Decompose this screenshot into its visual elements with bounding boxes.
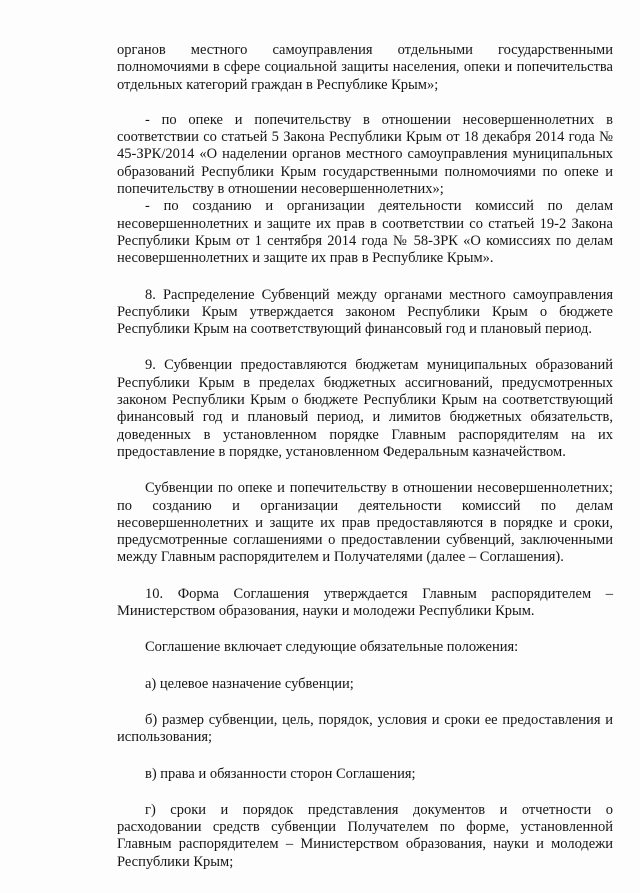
list-item-g: г) сроки и порядок представления документов и отчетности о расходовании средств субвенции Получателем по форме, установленной Главным распорядителем – Министерством образования, науки и молодежи Республики Крым;: [117, 801, 613, 870]
list-item-b: б) размер субвенции, цель, порядок, условия и сроки ее предоставления и использования;: [117, 711, 613, 746]
paragraph-clause-10: 10. Форма Соглашения утверждается Главным распорядителем – Министерством образования, науки и молодежи Республики Крым.: [117, 585, 613, 620]
paragraph-clause-9: 9. Субвенции предоставляются бюджетам муниципальных образований Республики Крым в пределах бюджетных ассигнований, предусмотренных законом Республики Крым о бюджете Республики Крым на соответствующий финансовый год и плановый период, и лимитов бюджетных обязательств, доведенных в установленном порядке Главным распорядителям на их предоставление в порядке, установленном Федеральным казначейством.: [117, 357, 613, 460]
list-item-v: в) права и обязанности сторон Соглашения;: [145, 765, 416, 782]
document-body: [117, 42, 613, 871]
paragraph-agreement-intro: Соглашение включает следующие обязательные положения:: [145, 639, 519, 656]
paragraph-commissions-item: - по созданию и организации деятельности комиссий по делам несовершеннолетних и защите их прав в соответствии со статьей 19-2 Закона Республики Крым от 1 сентября 2014 года № 58-ЗРК «О комиссиях по делам несовершеннолетних и защите их прав в Республике Крым».: [117, 198, 613, 267]
paragraph-subventions-terms: Субвенции по опеке и попечительству в отношении несовершеннолетних; по созданию и организации деятельности комиссий по делам несовершеннолетних и защите их прав предоставляются в порядке и сроки, предусмотренные соглашениями о предоставлении субвенций, заключенными между Главным распорядителем и Получателями (далее – Соглашения).: [117, 480, 613, 566]
list-item-a: а) целевое назначение субвенции;: [145, 675, 354, 692]
paragraph-clause-8: 8. Распределение Субвенций между органами местного самоуправления Республики Крым утверждается законом Республики Крым о бюджете Республики Крым на соответствующий финансовый год и плановый период.: [117, 286, 613, 338]
paragraph-continuation: органов местного самоуправления отдельными государственными полномочиями в сфере социальной защиты населения, опеки и попечительства отдельных категорий граждан в Республике Крым»;: [117, 42, 613, 93]
paragraph-guardianship-item: - по опеке и попечительству в отношении несовершеннолетних в соответствии со статьей 5 Закона Республики Крым от 18 декабря 2014 года № 45-ЗРК/2014 «О наделении органов местного самоуправления муниципальных образований Республики Крым государственными полномочиями по опеке и попечительству в отношении несовершеннолетних»;: [117, 111, 613, 198]
